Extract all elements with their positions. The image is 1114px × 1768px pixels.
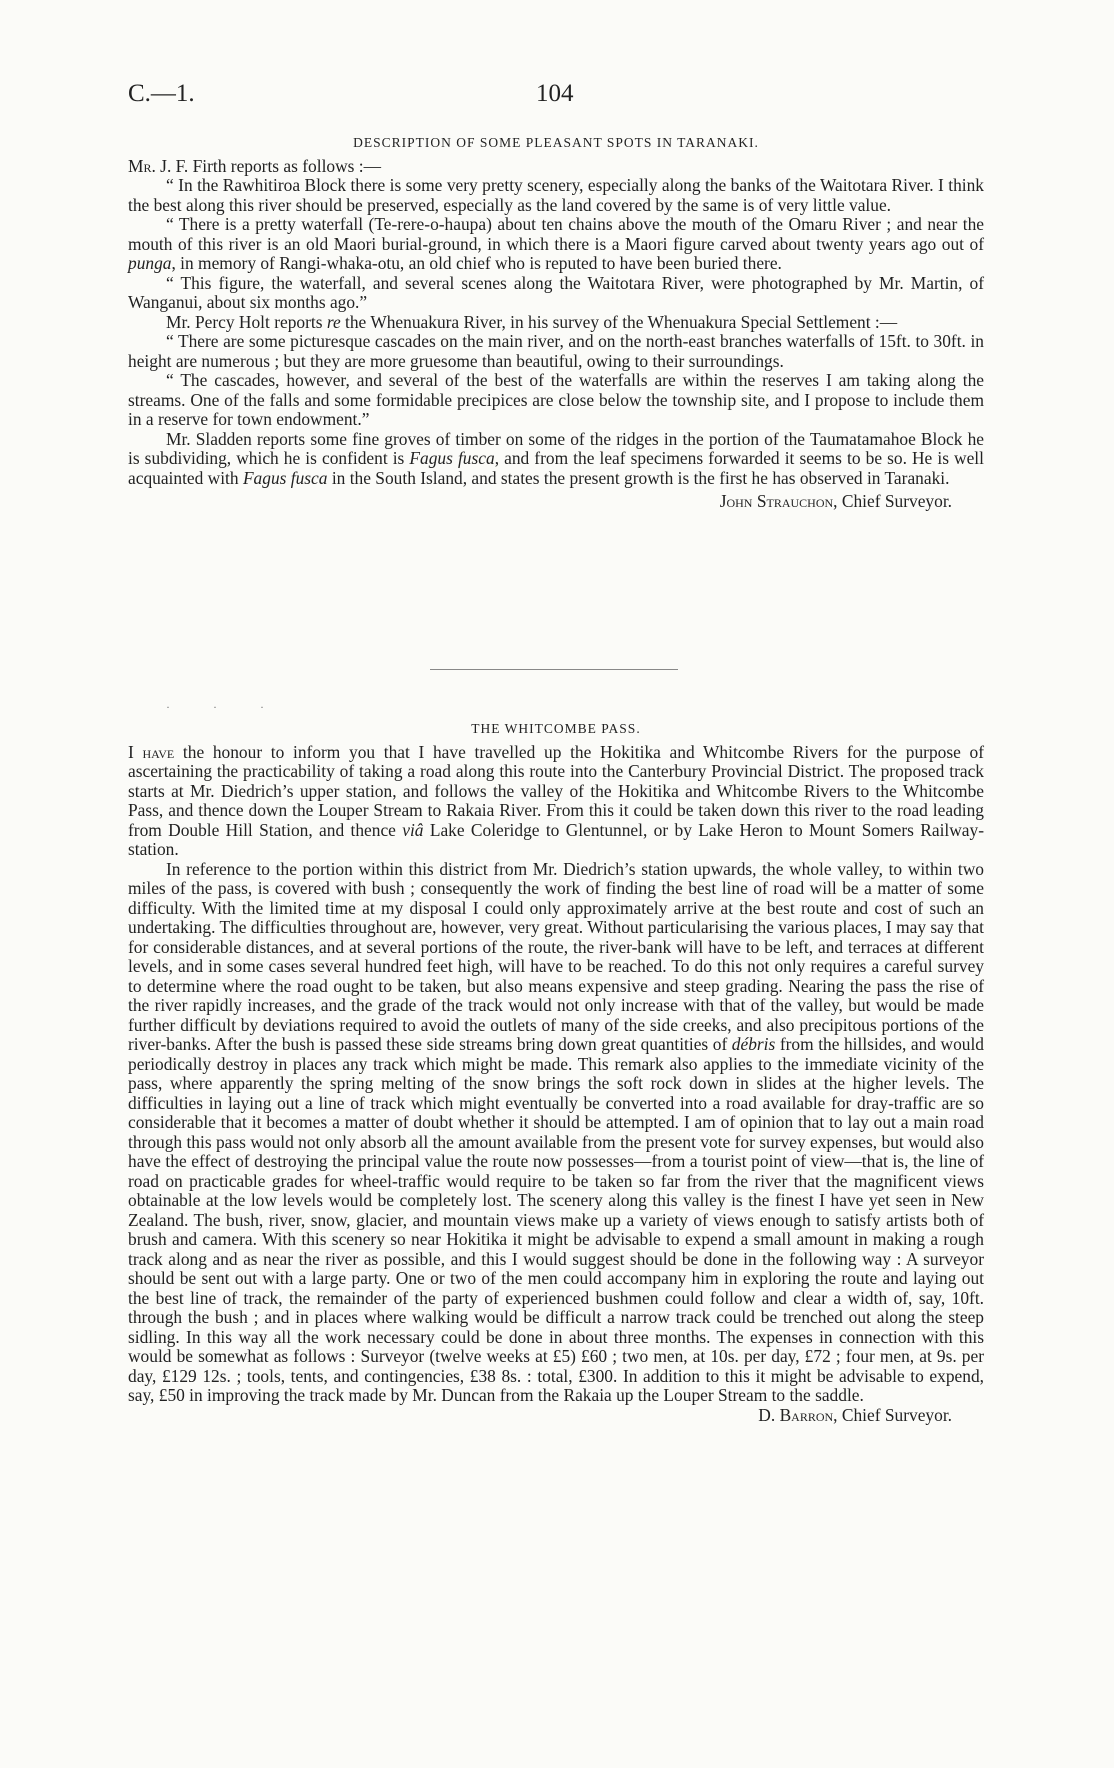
paragraph: “ This figure, the waterfall, and several scenes along the Waitotara River, were photographed by Mr. Martin, of Wanganui, about six months ago.”	[128, 272, 984, 312]
text-run: Mr. Percy Holt reports	[166, 311, 327, 332]
paragraph	[128, 157, 984, 177]
article-taranaki	[128, 133, 984, 512]
italic-term: Fagus fusca	[409, 448, 495, 468]
italic-term: débris	[731, 1034, 776, 1054]
paragraph	[128, 215, 984, 274]
text-run: from the hillsides, and would periodically destroy in places any track which might be made. This remark also applies to the immediate vicinity of the pass, where apparently the spring melting of the snow brings the soft rock down in slides at the higher levels. The difficulties in laying out a line of track which might eventually be converted into a road available for dray-traffic are so considerable that it becomes a matter of doubt whether it should be attempted. I am of opinion that to lay out a main road through this pass would not only absorb all the amount available from the present vote for survey expenses, but would also have the effect of destroying the principal value the route now possesses—from a tourist point of view—that is, the line of road on practicable grades for wheel-traffic would require to be taken so far from the river that the magnificent views obtainable at the low levels would be completely lost. The scenery along this valley is the finest I have yet seen in New Zealand. The bush, river, snow, glacier, and mountain views make up a variety of views enough to satisfy artists both of brush and camera. With this scenery so near Hokitika it might be advisable to expend a small amount in making a rough track along and as near the river as possible, and this I would suggest should be done in the following way : A surveyor should be sent out with a large party. One or two of the men could accompany him in exploring the route and laying out the best line of track, the remainder of the party of experienced bushmen could follow and clear a width of, say, 10ft. through the bush ; and in places where walking would be difficult a narrow track could be trenched out along the steep sidling. In this way all the work necessary could be done in about three months. The expenses in connection with this would be somewhat as follows : Surveyor (twelve weeks at £5) £60 ; two men, at 10s. per day, £72 ; four men, at 9s. per day, £129 12s. ; tools, tents, and contingencies, £38 8s. : total, £300. In addition to this it might be advisable to expend, say, £50 in improving the track made by Mr. Duncan from the Rakaia up the Louper Stream to the saddle.	[128, 1034, 984, 1405]
signature-name: Barron	[779, 1404, 834, 1425]
text-run: in the South Island, and states the present growth is the first he has observed in Taranaki.	[327, 467, 950, 488]
italic-term: re	[326, 311, 341, 332]
italic-term: Fagus fusca	[242, 467, 328, 488]
text-run: “ There is a pretty waterfall (Te-rere-o-haupa) about ten chains above the mouth of the Omaru River ; and near the mouth of this river is an old Maori burial-ground, in which there is a Maori figure carved about twenty years ago out of	[128, 214, 984, 254]
text-run: the Whenuakura River, in his survey of the Whenuakura Special Settlement :—	[340, 311, 898, 332]
document-code: C.—1.	[128, 80, 195, 107]
article-title: DESCRIPTION OF SOME PLEASANT SPOTS IN TARANAKI.	[353, 135, 759, 150]
paragraph	[128, 313, 984, 333]
paragraph: “ In the Rawhitiroa Block there is some very pretty scenery, especially along the banks of the Waitotara River. I think the best along this river should be preserved, especially as the land covered by the same is of very little value.	[128, 175, 984, 215]
signature-title: , Chief Surveyor.	[833, 491, 952, 511]
italic-term: punga	[128, 253, 172, 273]
article-title: THE WHITCOMBE PASS.	[471, 721, 641, 736]
text-run: the honour to inform you that I have travelled up the Hokitika and Whitcombe Rivers for the purpose of ascertaining the practicability of taking a road along this route into the Canterbury Provincial District. The proposed track starts at Mr. Diedrich’s upper station, and follows the valley of the Hokitika and Whitcombe Rivers to the Whitcombe Pass, and thence down the Louper Stream to Rakaia River. From this it could be taken down this river to the road leading from Double Hill Station, and thence	[128, 741, 984, 840]
page-number: 104	[536, 80, 574, 107]
intro-mr: Mr.	[128, 155, 156, 176]
text-run: In reference to the portion within this district from Mr. Diedrich’s station upwards, the whole valley, to within two miles of the pass, is covered with bush ; consequently the work of finding the best line of road will be a matter of some difficulty. With the limited time at my disposal I could only approximately arrive at the best route and cost of such an undertaking. The difficulties throughout are, however, very great. Without particularising the various places, I may say that for considerable distances, and at several portions of the route, the river-bank will have to be left, and terraces at different levels, and in some cases several hundred feet high, will have to be reached. To do this not only requires a careful survey to determine where the road ought to be taken, but also means expensive and steep grading. Nearing the pass the rise of the river rapidly increases, and the grade of the track would not only increase with that of the valley, but would be made further difficult by deviations required to avoid the outlets of many of the side creeks, and also precipitous portions of the river-banks. After the bush is passed these side streams bring down great quantities of	[128, 858, 984, 1054]
lead-words: I have	[128, 741, 175, 762]
paragraph	[128, 743, 984, 860]
italic-term: viâ	[402, 819, 424, 840]
article-whitcombe	[128, 719, 984, 1425]
intro-text: J. F. Firth reports as follows :—	[155, 155, 381, 176]
paragraph: “ The cascades, however, and several of the best of the waterfalls are within the reserves I am taking along the streams. One of the falls and some formidable precipices are close below the township site, and I propose to include them in a reserve for town endowment.”	[128, 370, 984, 429]
text-run: , in memory of Rangi-whaka-otu, an old chief who is reputed to have been buried there.	[171, 253, 782, 273]
stray-marks: · · ·	[166, 700, 284, 714]
signature-initial: D.	[758, 1404, 780, 1425]
text-run: , and from the leaf specimens forwarded it seems to be so. He is well acquainted with	[128, 448, 984, 488]
paragraph: “ There are some picturesque cascades on the main river, and on the north-east branches waterfalls of 15ft. to 30ft. in height are numerous ; but they are more gruesome than beautiful, owing to their surroundings.	[128, 331, 984, 371]
text-run: Lake Coleridge to Glentunnel, or by Lake Heron to Mount Somers Railway-station.	[128, 819, 984, 859]
signature	[128, 1406, 984, 1426]
signature	[128, 492, 984, 512]
signature-title: , Chief Surveyor.	[833, 1404, 952, 1425]
section-divider	[430, 669, 678, 670]
signature-name: John Strauchon	[719, 491, 834, 511]
paragraph	[128, 430, 984, 489]
page-header	[128, 80, 984, 110]
text-run: Mr. Sladden reports some fine groves of timber on some of the ridges in the portion of the Taumatamahoe Block he is subdividing, which he is confident is	[128, 428, 984, 468]
paragraph	[128, 860, 984, 1406]
